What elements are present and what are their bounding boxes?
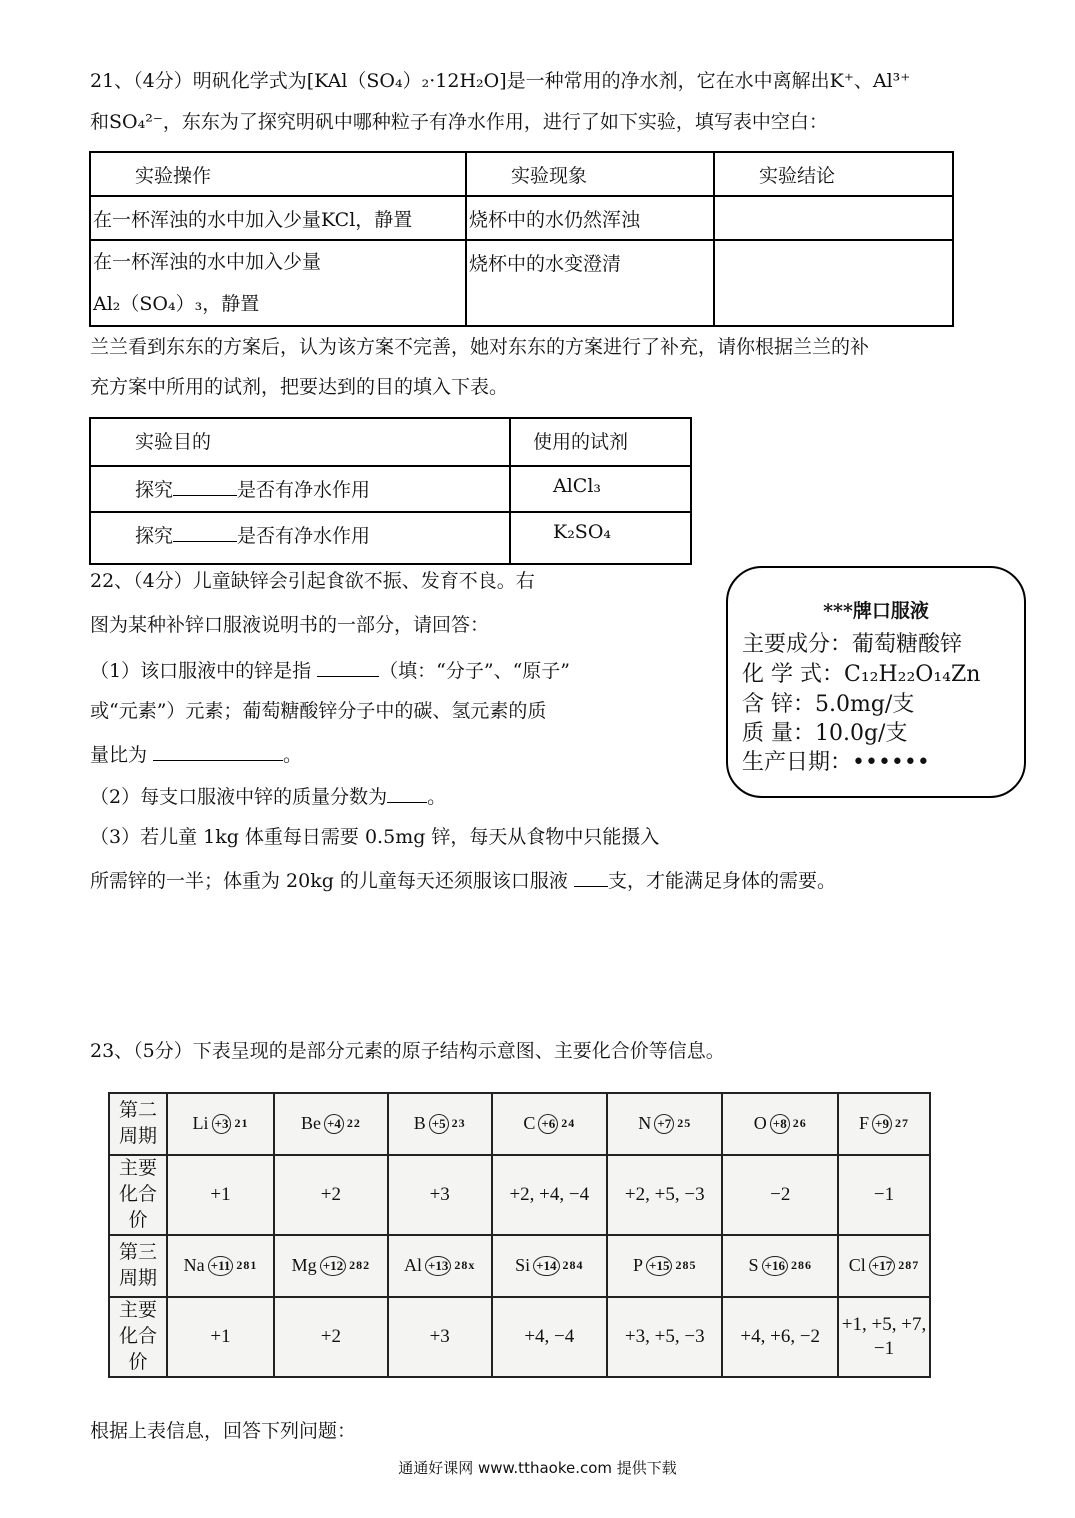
q22-blank-4[interactable] (574, 868, 608, 887)
valence-cell: +1 (167, 1297, 274, 1377)
element-symbol: N (638, 1113, 652, 1133)
q22-line5a: 量比为 (90, 744, 154, 766)
table2-row1-blank[interactable] (173, 477, 237, 496)
element-symbol: B (413, 1113, 426, 1133)
q23-closing: 根据上表信息，回答下列问题： (90, 1420, 357, 1442)
el-cell (722, 1093, 838, 1155)
q22-line3b: （填：“分子”、“原子” (379, 660, 570, 682)
table1-row2-conclusion-blank[interactable] (714, 240, 953, 326)
table-row (109, 1155, 930, 1235)
table2-header-purpose: 实验目的 (90, 418, 510, 466)
q21-para-line2: 充方案中所用的试剂，把要达到的目的填入下表。 (90, 376, 509, 398)
label-mass: 质 量：10.0g/支 (742, 721, 908, 746)
el-cell (607, 1235, 722, 1297)
period2-label: 第二 周期 (109, 1093, 167, 1155)
valence-cell: −2 (722, 1155, 838, 1235)
nucleus-icon: +6 (538, 1114, 558, 1134)
el-cell (492, 1093, 607, 1155)
electron-shells: 25 (677, 1116, 692, 1130)
nucleus-icon: +16 (762, 1256, 788, 1276)
nucleus-icon: +4 (324, 1114, 344, 1134)
q22-line6b: 。 (427, 786, 447, 808)
q22-line8 (90, 868, 836, 892)
q22-line6a: （2）每支口服液中锌的质量分数为 (90, 786, 388, 808)
electron-shells: 26 (792, 1116, 807, 1130)
valence-cell: +2, +5, −3 (607, 1155, 722, 1235)
element-table (108, 1092, 931, 1378)
table1-row2-op-line1: 在一杯浑浊的水中加入少量 (93, 251, 322, 273)
element-symbol: O (753, 1113, 767, 1133)
table1-header-phenomenon: 实验现象 (466, 152, 714, 196)
electron-shells: 286 (790, 1258, 812, 1272)
label-zinc: 含 锌：5.0mg/支 (742, 692, 915, 717)
element-symbol: Cl (848, 1255, 866, 1275)
q22-blank-2[interactable] (153, 742, 283, 761)
element-symbol: Na (183, 1255, 205, 1275)
nucleus-icon: +14 (533, 1256, 559, 1276)
table1-header-conclusion: 实验结论 (714, 152, 953, 196)
valence-cell: +1 (167, 1155, 274, 1235)
table-row (90, 466, 691, 512)
valence-cell: +4, +6, −2 (722, 1297, 838, 1377)
element-symbol: F (859, 1113, 870, 1133)
el-cell (167, 1235, 274, 1297)
valence-cell: −1 (838, 1155, 930, 1235)
valence-label: 主要 化合价 (109, 1297, 167, 1377)
element-symbol: P (633, 1255, 644, 1275)
table2-row1-reagent: AlCl₃ (510, 466, 691, 512)
electron-shells: 23 (451, 1116, 466, 1130)
valence-cell: +3 (388, 1297, 492, 1377)
element-symbol: Al (403, 1255, 422, 1275)
q21-para-line1: 兰兰看到东东的方案后，认为该方案不完善，她对东东的方案进行了补充，请你根据兰兰的补 (90, 336, 870, 358)
q21-intro-line2: 和SO₄²⁻，东东为了探究明矾中哪种粒子有净水作用，进行了如下实验，填写表中空白： (90, 111, 828, 133)
el-cell (167, 1093, 274, 1155)
valence-cell: +3, +5, −3 (607, 1297, 722, 1377)
table2-row2-reagent: K₂SO₄ (510, 512, 691, 564)
electron-shells: 282 (349, 1258, 371, 1272)
q22-line1: 22、（4分）儿童缺锌会引起食欲不振、发育不良。右 (90, 570, 535, 592)
table-row (90, 512, 691, 564)
table2-row2-purpose (90, 512, 510, 564)
table2-row2-suffix: 是否有净水作用 (237, 525, 371, 547)
table-row (109, 1093, 930, 1155)
electron-shells: 27 (894, 1116, 909, 1130)
q22-line3a: （1）该口服液中的锌是指 (90, 660, 318, 682)
valence-cell: +4, −4 (492, 1297, 607, 1377)
q21-intro-line1: 21、（4分）明矾化学式为[KAl（SO₄）₂·12H₂O]是一种常用的净水剂，它在水中离解出K⁺、Al³⁺ (90, 70, 911, 92)
q22-blank-1[interactable] (317, 658, 379, 677)
electron-shells: 285 (675, 1258, 697, 1272)
table1-row2-phenomenon: 烧杯中的水变澄清 (466, 240, 714, 326)
q23-intro: 23、（5分）下表呈现的是部分元素的原子结构示意图、主要化合价等信息。 (90, 1040, 725, 1062)
q22-line8a: 所需锌的一半；体重为 20kg 的儿童每天还须服该口服液 (90, 870, 574, 892)
electron-shells: 28x (454, 1258, 476, 1272)
el-cell (838, 1093, 930, 1155)
valence-cell: +2 (274, 1155, 388, 1235)
electron-shells: 281 (236, 1258, 258, 1272)
el-cell (274, 1093, 388, 1155)
element-symbol: S (748, 1255, 759, 1275)
period3-label: 第三 周期 (109, 1235, 167, 1297)
q22-line2: 图为某种补锌口服液说明书的一部分，请回答： (90, 614, 490, 636)
table-row (109, 1297, 930, 1377)
valence-cell: +2, +4, −4 (492, 1155, 607, 1235)
nucleus-icon: +3 (212, 1114, 232, 1134)
table-row (90, 240, 953, 326)
nucleus-icon: +5 (429, 1114, 449, 1134)
el-cell (492, 1235, 607, 1297)
nucleus-icon: +15 (646, 1256, 672, 1276)
nucleus-icon: +7 (654, 1114, 674, 1134)
table1-row1-conclusion-blank[interactable] (714, 196, 953, 240)
table2-row2-blank[interactable] (173, 523, 237, 542)
q22-blank-3[interactable] (387, 784, 427, 803)
table2-row1-suffix: 是否有净水作用 (237, 479, 371, 501)
table2-header-reagent: 使用的试剂 (510, 418, 691, 466)
table1-row2-op-line2: Al₂（SO₄）₃，静置 (93, 293, 260, 315)
element-symbol: Be (300, 1113, 321, 1133)
element-symbol: Li (192, 1113, 209, 1133)
valence-label: 主要 化合价 (109, 1155, 167, 1235)
table1-header-op: 实验操作 (90, 152, 466, 196)
el-cell (274, 1235, 388, 1297)
el-cell (607, 1093, 722, 1155)
q22-line3 (90, 658, 570, 682)
nucleus-icon: +17 (869, 1256, 895, 1276)
element-symbol: Mg (291, 1255, 317, 1275)
nucleus-icon: +9 (872, 1114, 892, 1134)
valence-cell: +1, +5, +7, −1 (838, 1297, 930, 1377)
q22-line6 (90, 784, 446, 808)
q21-purpose-table (89, 417, 692, 565)
element-symbol: C (523, 1113, 536, 1133)
valence-cell: +3 (388, 1155, 492, 1235)
q22-line4: 或“元素”）元素；葡萄糖酸锌分子中的碳、氢元素的质 (90, 700, 547, 722)
q21-experiment-table (89, 151, 954, 327)
q22-line7: （3）若儿童 1kg 体重每日需要 0.5mg 锌，每天从食物中只能摄入 (90, 826, 660, 848)
table2-row1-prefix: 探究 (135, 479, 174, 501)
el-cell (388, 1235, 492, 1297)
electron-shells: 287 (898, 1258, 920, 1272)
electron-shells: 24 (561, 1116, 576, 1130)
label-formula: 化 学 式：C₁₂H₂₂O₁₄Zn (742, 662, 981, 687)
el-cell (838, 1235, 930, 1297)
medicine-label-box (726, 566, 1026, 798)
table1-row1-op: 在一杯浑浊的水中加入少量KCl，静置 (90, 196, 466, 240)
label-ingredient: 主要成分：葡萄糖酸锌 (742, 632, 963, 657)
el-cell (388, 1093, 492, 1155)
electron-shells: 284 (562, 1258, 584, 1272)
nucleus-icon: +11 (208, 1256, 234, 1276)
nucleus-icon: +12 (320, 1256, 346, 1276)
table2-row1-purpose (90, 466, 510, 512)
q22-line5b: 。 (283, 744, 303, 766)
table2-row2-prefix: 探究 (135, 525, 174, 547)
page-footer: 通通好课网 www.tthaoke.com 提供下载 (398, 1459, 677, 1477)
electron-shells: 21 (234, 1116, 249, 1130)
q22-line8b: 支，才能满足身体的需要。 (607, 870, 836, 892)
q22-line5 (90, 742, 302, 766)
nucleus-icon: +13 (425, 1256, 451, 1276)
electron-shells: 22 (346, 1116, 361, 1130)
table-row (90, 196, 953, 240)
el-cell (722, 1235, 838, 1297)
table1-row2-op (90, 240, 466, 326)
nucleus-icon: +8 (770, 1114, 790, 1134)
table-row (109, 1235, 930, 1297)
valence-cell: +2 (274, 1297, 388, 1377)
label-title: ***牌口服液 (823, 600, 929, 622)
element-symbol: Si (515, 1255, 531, 1275)
label-date: 生产日期：•••••• (742, 750, 930, 775)
table1-row1-phenomenon: 烧杯中的水仍然浑浊 (466, 196, 714, 240)
